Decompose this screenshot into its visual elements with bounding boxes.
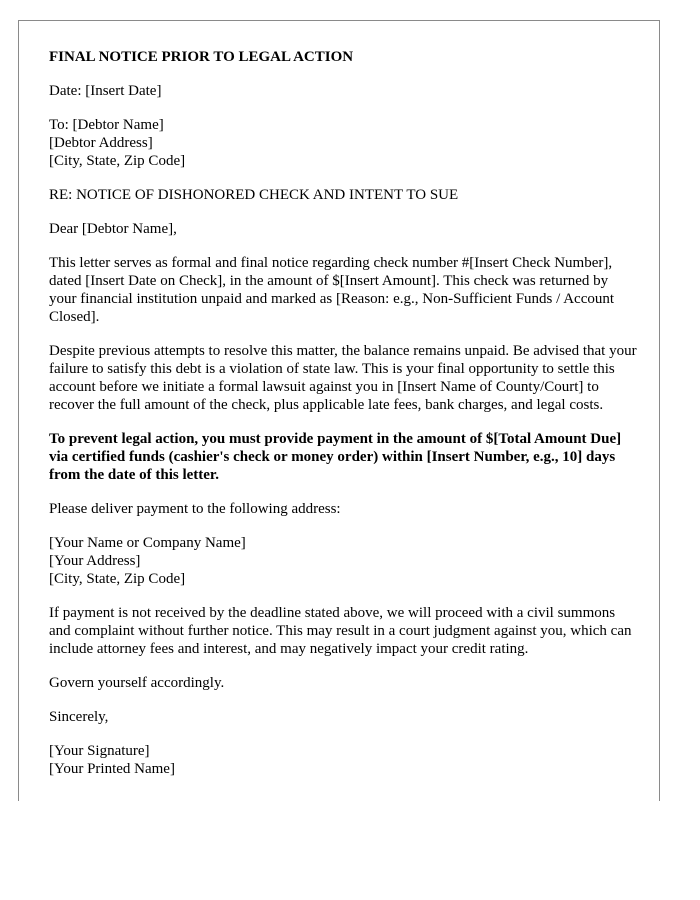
salutation: Dear [Debtor Name], <box>49 221 177 237</box>
recipient-address: [Debtor Address] <box>49 135 153 151</box>
payment-intro: Please deliver payment to the following address: <box>49 501 341 517</box>
letter-page <box>18 20 660 801</box>
paragraph-check-details: This letter serves as formal and final notice regarding check number #[Insert Check Number], dated [Insert Date on Check], in the amount of $[Insert Amount]. This check was returned by your financial institution unpaid and marked as [Reason: e.g., Non-Sufficient Funds / Account Closed]. <box>49 255 615 325</box>
printed-name-line: [Your Printed Name] <box>49 761 175 777</box>
recipient-name: To: [Debtor Name] <box>49 117 164 133</box>
payment-address-block <box>49 534 637 588</box>
subject-line: RE: NOTICE OF DISHONORED CHECK AND INTENT TO SUE <box>49 187 459 203</box>
letter-date: Date: [Insert Date] <box>49 83 162 99</box>
recipient-block <box>49 116 637 170</box>
valediction: Sincerely, <box>49 709 109 725</box>
closing-remark: Govern yourself accordingly. <box>49 675 225 691</box>
payee-address: [Your Address] <box>49 553 141 569</box>
recipient-city: [City, State, Zip Code] <box>49 153 186 169</box>
letter-content <box>49 48 637 794</box>
letter-title: FINAL NOTICE PRIOR TO LEGAL ACTION <box>49 49 354 65</box>
payee-city: [City, State, Zip Code] <box>49 571 186 587</box>
signature-block <box>49 742 637 778</box>
paragraph-consequences: If payment is not received by the deadline stated above, we will proceed with a civil summons and complaint without further notice. This may result in a court judgment against you, which can include attorney fees and interest, and may negatively impact your credit rating. <box>49 605 632 657</box>
paragraph-final-opportunity: Despite previous attempts to resolve this matter, the balance remains unpaid. Be advised that your failure to satisfy this debt is a violation of state law. This is your final opportunity to settle this account before we initiate a formal lawsuit against you in [Insert Name of County/Court] to recover the full amount of the check, plus applicable late fees, bank charges, and legal costs. <box>49 343 637 413</box>
signature-line: [Your Signature] <box>49 743 150 759</box>
payment-demand: To prevent legal action, you must provide payment in the amount of $[Total Amount Due] via certified funds (cashier's check or money order) within [Insert Number, e.g., 10] days from the date of this letter. <box>49 431 622 483</box>
payee-name: [Your Name or Company Name] <box>49 535 246 551</box>
